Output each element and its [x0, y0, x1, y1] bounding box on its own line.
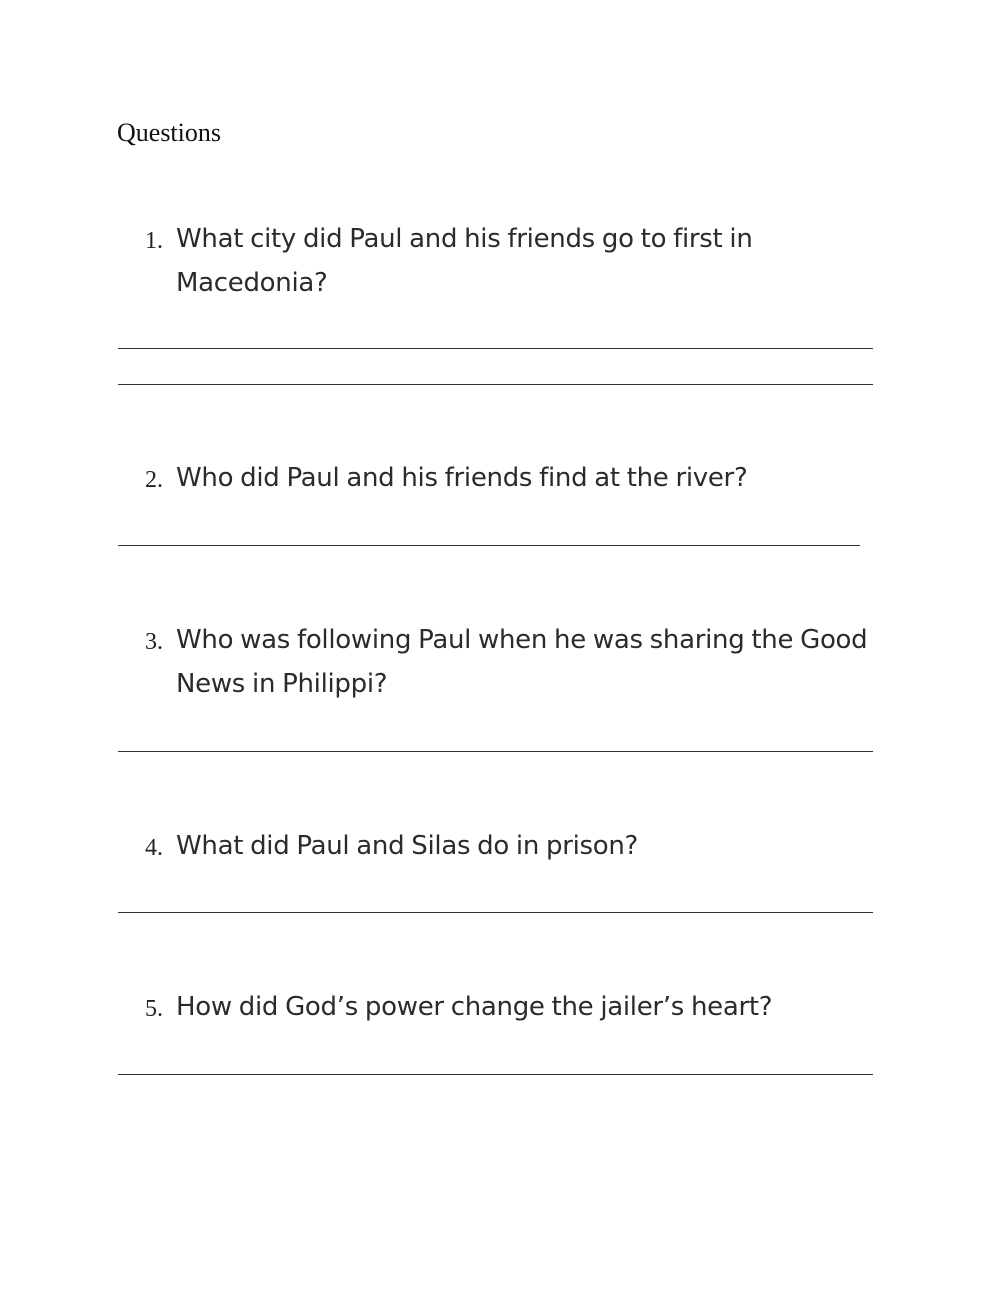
- question-4: [145, 824, 885, 870]
- question-5: [145, 985, 885, 1031]
- question-text-line: How did God’s power change the jailer’s heart?: [176, 992, 773, 1022]
- question-number: 5.: [145, 996, 163, 1022]
- question-text: [176, 824, 638, 868]
- question-text: [176, 217, 753, 305]
- page-title: Questions: [117, 118, 221, 147]
- question-3: [145, 618, 885, 706]
- answer-line[interactable]: [118, 384, 873, 385]
- question-text: [176, 985, 772, 1029]
- question-1: [145, 217, 885, 305]
- question-text-line: What city did Paul and his friends go to first in: [176, 224, 753, 254]
- answer-line[interactable]: [118, 545, 860, 546]
- question-text: [176, 618, 867, 706]
- question-number: 4.: [145, 835, 163, 861]
- question-text: [176, 456, 747, 500]
- answer-line[interactable]: [118, 1074, 873, 1075]
- question-text-line: Who was following Paul when he was sharing the Good: [176, 625, 868, 655]
- question-text-line: What did Paul and Silas do in prison?: [176, 831, 639, 861]
- question-number: 3.: [145, 629, 163, 655]
- answer-line[interactable]: [118, 751, 873, 752]
- question-number: 2.: [145, 467, 163, 493]
- question-number: 1.: [145, 228, 163, 254]
- question-text-line: Who did Paul and his friends find at the river?: [176, 463, 748, 493]
- answer-line[interactable]: [118, 348, 873, 349]
- question-text-line: News in Philippi?: [176, 669, 388, 699]
- answer-line[interactable]: [118, 912, 873, 913]
- question-2: [145, 456, 885, 502]
- question-text-line: Macedonia?: [176, 268, 328, 298]
